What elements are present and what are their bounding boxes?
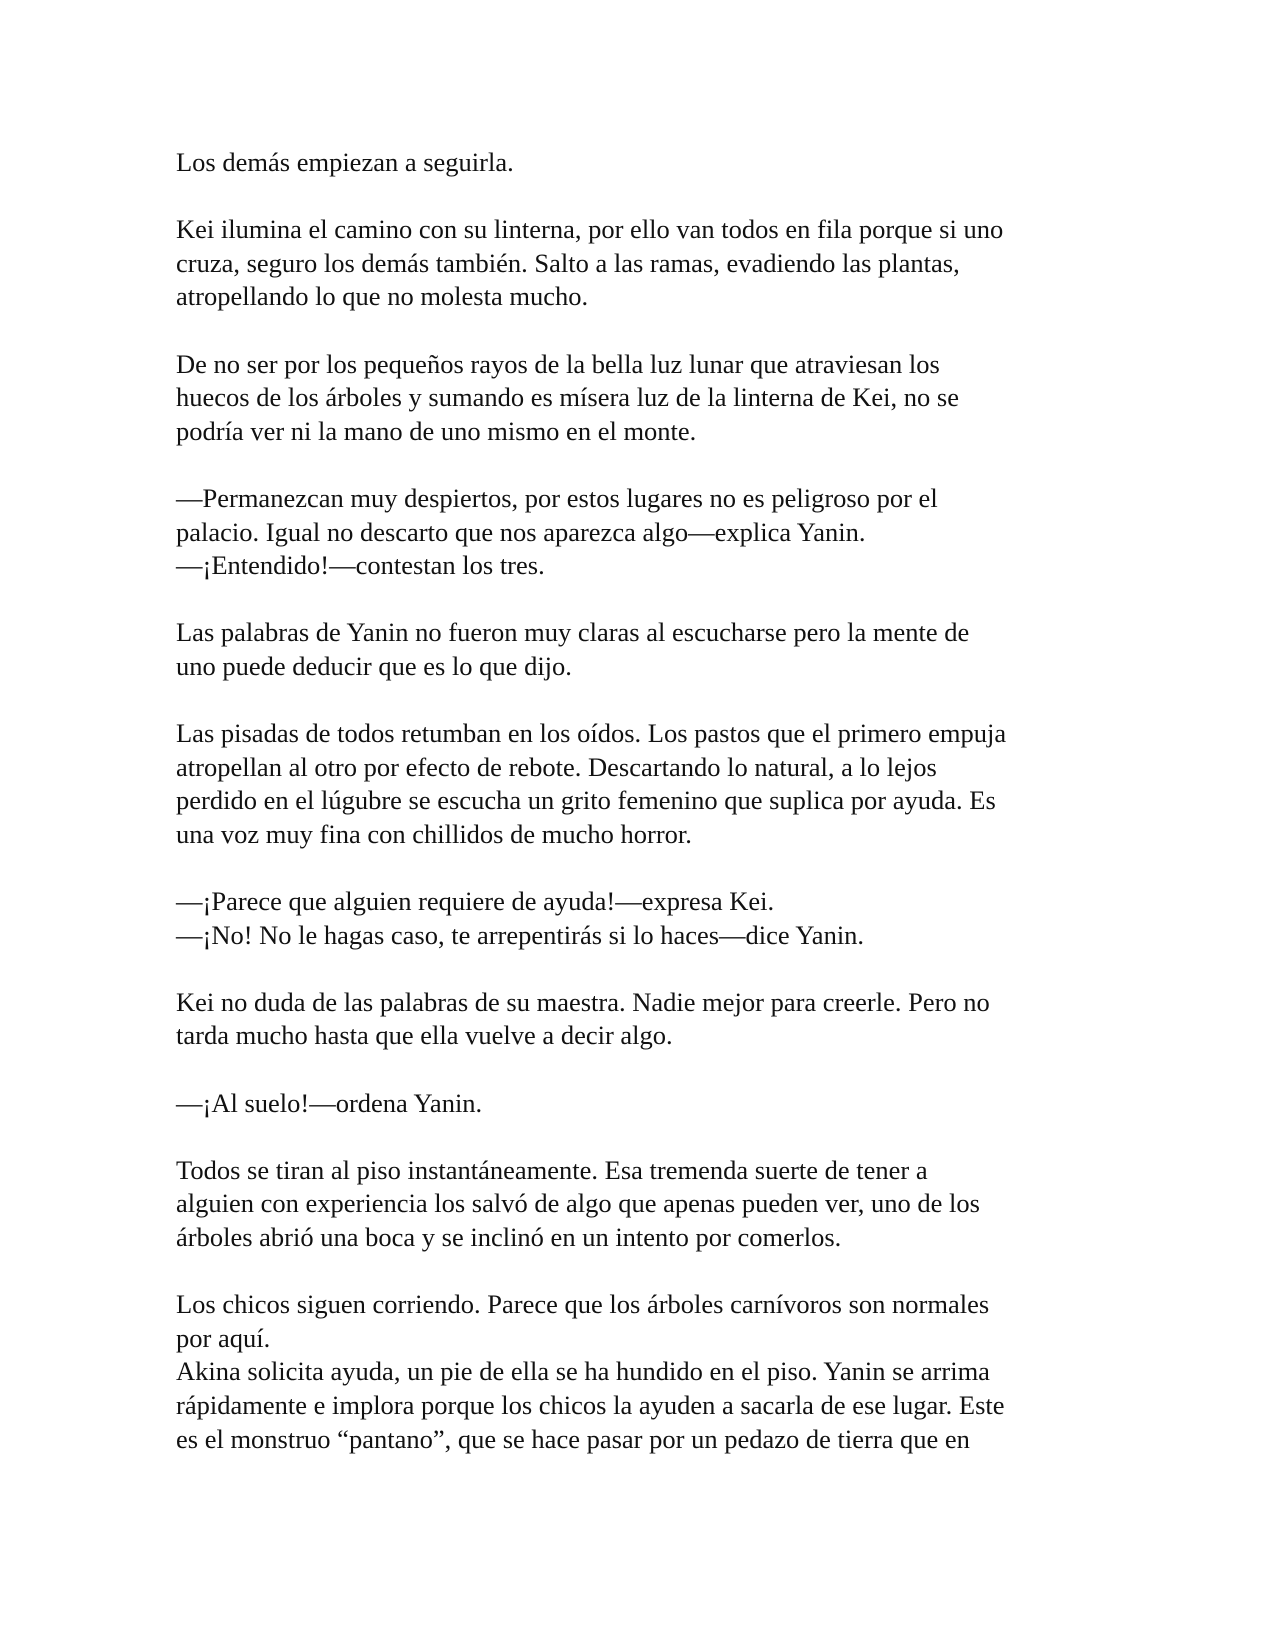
text-line: atropellando lo que no molesta mucho. — [176, 281, 589, 312]
text-line: Los demás empiezan a seguirla. — [176, 147, 514, 177]
text-line: palacio. Igual no descarto que nos aparezca algo—explica Yanin. — [176, 516, 866, 547]
text-line: Kei no duda de las palabras de su maestra. Nadie mejor para creerle. Pero no — [176, 986, 990, 1017]
text-line: rápidamente e implora porque los chicos la ayuden a sacarla de ese lugar. Este — [176, 1389, 1005, 1420]
paragraph-9-dialogue — [176, 1087, 1116, 1121]
paragraph-5 — [176, 616, 1116, 683]
text-line: es el monstruo “pantano”, que se hace pasar por un pedazo de tierra que en — [176, 1423, 970, 1454]
text-line: —Permanezcan muy despiertos, por estos lugares no es peligroso por el — [176, 482, 938, 513]
paragraph-11 — [176, 1288, 1116, 1355]
text-line: uno puede deducir que es lo que dijo. — [176, 650, 572, 681]
text-line: por aquí. — [176, 1322, 271, 1353]
body-text — [176, 146, 1116, 1456]
text-line: cruza, seguro los demás también. Salto a las ramas, evadiendo las plantas, — [176, 247, 960, 278]
paragraph-4-dialogue — [176, 482, 1116, 583]
paragraph-12 — [176, 1355, 1116, 1456]
text-line: una voz muy fina con chillidos de mucho horror. — [176, 818, 692, 849]
paragraph-10 — [176, 1154, 1116, 1255]
text-line: árboles abrió una boca y se inclinó en un intento por comerlos. — [176, 1222, 842, 1252]
text-line: Las palabras de Yanin no fueron muy claras al escucharse pero la mente de — [176, 617, 970, 648]
paragraph-3 — [176, 348, 1116, 449]
text-line: Kei ilumina el camino con su linterna, por ello van todos en fila porque si uno — [176, 214, 1004, 245]
text-line: atropellan al otro por efecto de rebote. Descartando lo natural, a lo lejos — [176, 751, 937, 782]
paragraph-7-dialogue — [176, 885, 1116, 952]
text-line: —¡Entendido!—contestan los tres. — [176, 550, 545, 581]
paragraph-6 — [176, 717, 1116, 851]
text-line: —¡No! No le hagas caso, te arrepentirás si lo haces—dice Yanin. — [176, 919, 865, 950]
text-line: —¡Al suelo!—ordena Yanin. — [176, 1087, 483, 1118]
paragraph-2 — [176, 213, 1116, 314]
text-line: Las pisadas de todos retumban en los oídos. Los pastos que el primero empuja — [176, 718, 1007, 749]
text-line: —¡Parece que alguien requiere de ayuda!—expresa Kei. — [176, 886, 775, 917]
text-line: Todos se tiran al piso instantáneamente. Esa tremenda suerte de tener a — [176, 1154, 928, 1185]
text-line: perdido en el lúgubre se escucha un grito femenino que suplica por ayuda. Es — [176, 785, 996, 816]
text-line: Los chicos siguen corriendo. Parece que los árboles carnívoros son normales — [176, 1289, 990, 1320]
text-line: Akina solicita ayuda, un pie de ella se ha hundido en el piso. Yanin se arrima — [176, 1356, 990, 1387]
text-line: alguien con experiencia los salvó de algo que apenas pueden ver, uno de los — [176, 1188, 980, 1219]
text-line: podría ver ni la mano de uno mismo en el monte. — [176, 415, 697, 446]
text-line: tarda mucho hasta que ella vuelve a decir algo. — [176, 1020, 673, 1051]
text-line: De no ser por los pequeños rayos de la bella luz lunar que atraviesan los — [176, 348, 940, 379]
text-line: huecos de los árboles y sumando es mísera luz de la linterna de Kei, no se — [176, 382, 959, 413]
paragraph-8 — [176, 986, 1116, 1053]
paragraph-1 — [176, 146, 1116, 180]
